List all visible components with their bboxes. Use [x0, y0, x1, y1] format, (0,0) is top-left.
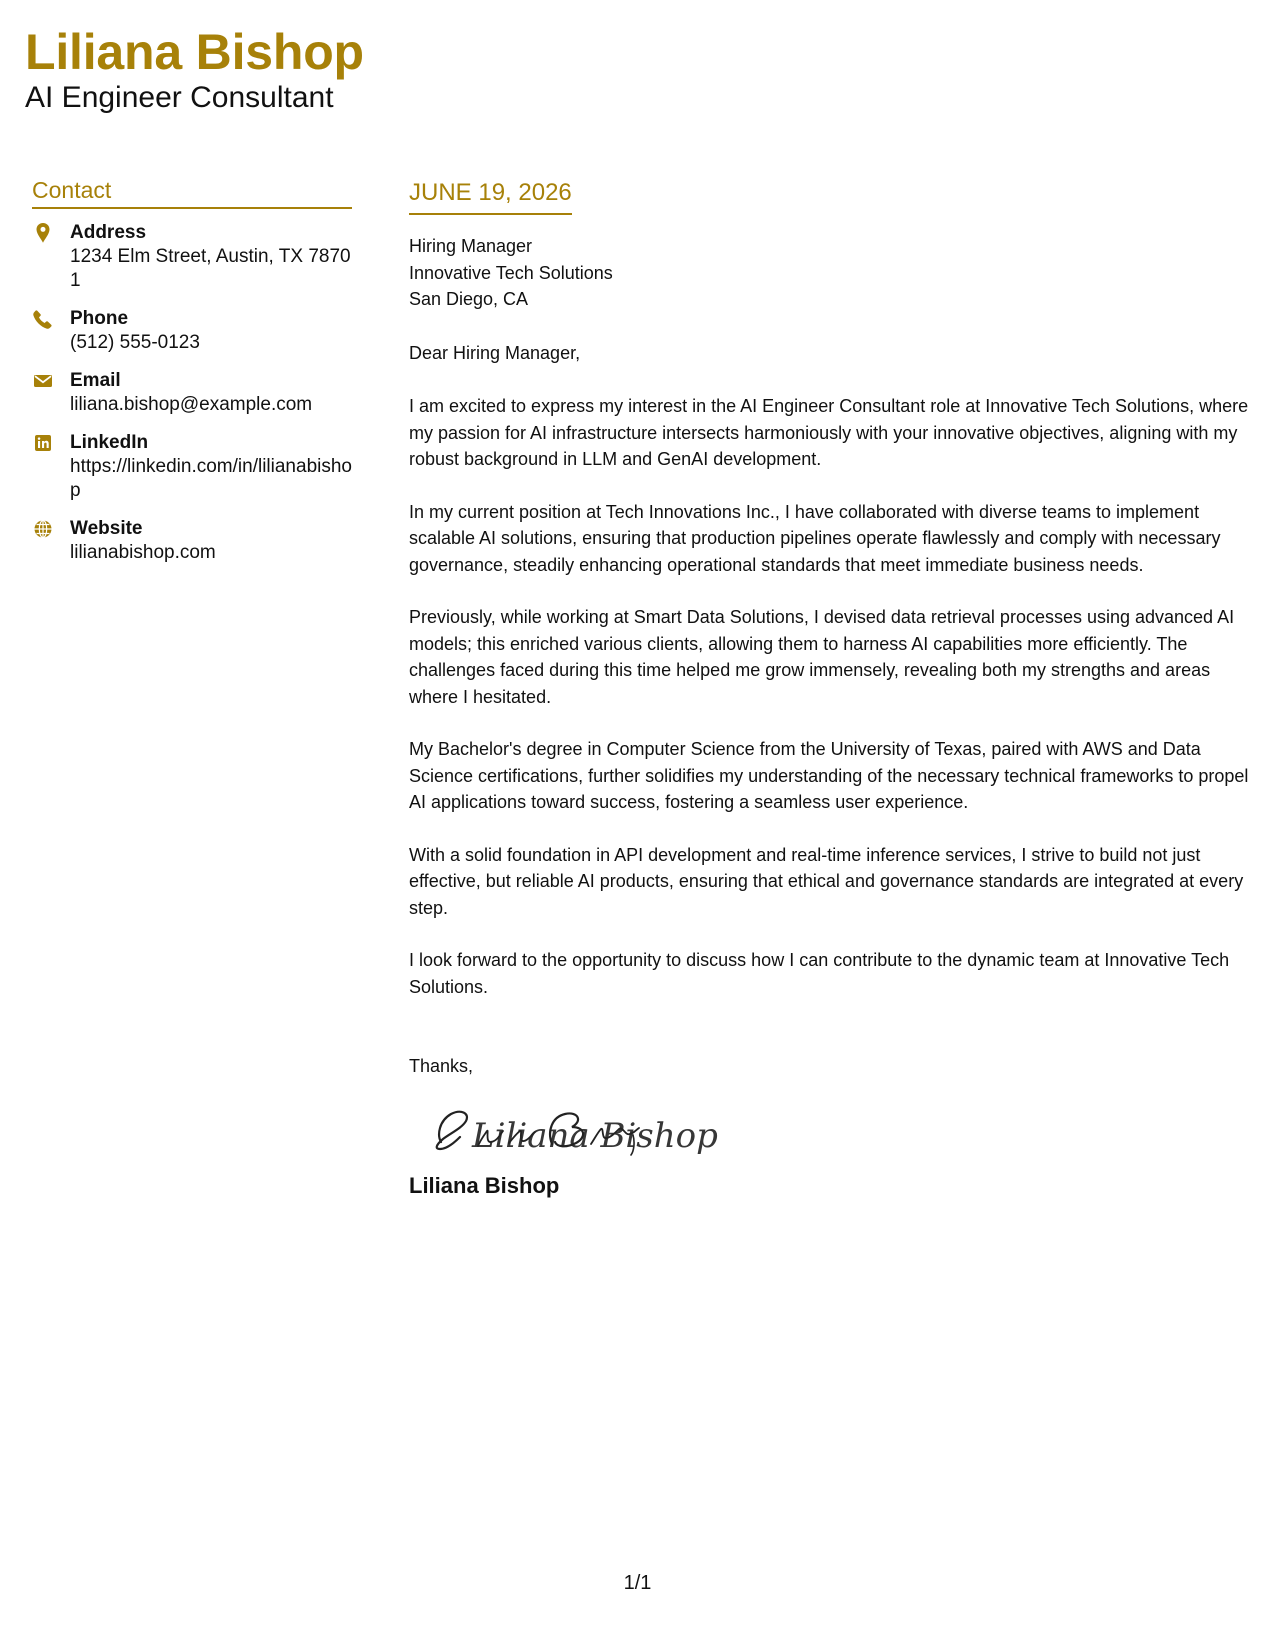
- contact-label: Website: [70, 518, 143, 539]
- page-header: [25, 22, 725, 116]
- contact-website: [32, 517, 352, 565]
- letter-paragraph: I am excited to express my interest in the AI Engineer Consultant role at Innovative Tech Solutions, where my passion for AI infrastructure intersects harmoniously with your innovative objectives, aligning with my robust background in LLM and GenAI development.: [409, 396, 1249, 469]
- contact-value: https://linkedin.com/in/lilianabishop: [70, 456, 352, 501]
- letter-paragraph: With a solid foundation in API development and real-time inference services, I strive to build not just effective, but reliable AI products, ensuring that ethical and governance standards are integrated at every step.: [409, 844, 1244, 918]
- contact-value: liliana.bishop@example.com: [70, 394, 313, 415]
- letter-paragraph: In my current position at Tech Innovations Inc., I have collaborated with diverse teams to implement scalable AI solutions, ensuring that production pipelines operate flawlessly and comply with necessary governance, steadily enhancing operational standards that meet immediate business needs.: [409, 501, 1221, 575]
- letter-paragraph: I look forward to the opportunity to discuss how I can contribute to the dynamic team at Innovative Tech Solutions.: [409, 950, 1230, 997]
- letter-closing: Thanks,: [409, 1056, 474, 1076]
- recipient-line: Hiring Manager: [409, 236, 533, 256]
- signature-name: Liliana Bishop: [409, 1172, 560, 1198]
- contact-section-title: Contact: [32, 176, 352, 209]
- contact-label: Email: [70, 370, 121, 391]
- signature-text: Liliana Bishop: [472, 1115, 718, 1156]
- contact-value: 1234 Elm Street, Austin, TX 78701: [70, 246, 351, 291]
- email-icon: [32, 370, 54, 392]
- applicant-title: AI Engineer Consultant: [25, 81, 334, 114]
- letter-paragraph: Previously, while working at Smart Data Solutions, I devised data retrieval processes using advanced AI models; this enriched various clients, allowing them to harness AI capabilities more efficiently. The challenges faced during this time helped me grow immensely, revealing both my strengths and areas where I hesitated.: [409, 607, 1235, 707]
- recipient-block: [409, 233, 1259, 313]
- applicant-name: Liliana Bishop: [25, 24, 364, 80]
- contact-address: [32, 221, 352, 293]
- contact-value: lilianabishop.com: [70, 542, 216, 563]
- letter-salutation: Dear Hiring Manager,: [409, 342, 581, 363]
- handwritten-signature: [427, 1104, 718, 1158]
- recipient-line: Innovative Tech Solutions: [409, 262, 613, 283]
- map-pin-icon: [32, 222, 54, 244]
- page-number: 1/1: [623, 1572, 652, 1594]
- letter-date: JUNE 19, 2026: [409, 178, 572, 215]
- contact-linkedin: [32, 431, 352, 503]
- contact-sidebar: [32, 176, 352, 579]
- contact-label: LinkedIn: [70, 432, 149, 453]
- letter-paragraph: My Bachelor's degree in Computer Science from the University of Texas, paired with AWS and Data Science certifications, further solidifies my understanding of the necessary technical frameworks to propel AI applications toward success, fostering a seamless user experience.: [409, 739, 1249, 812]
- cover-letter-content: [409, 178, 1259, 1200]
- contact-phone: [32, 307, 352, 355]
- contact-email: [32, 369, 352, 417]
- phone-icon: [32, 308, 54, 330]
- globe-icon: [32, 518, 54, 540]
- contact-label: Phone: [70, 308, 129, 329]
- contact-label: Address: [70, 222, 147, 243]
- linkedin-icon: [32, 432, 54, 454]
- recipient-line: San Diego, CA: [409, 289, 529, 309]
- contact-value: (512) 555-0123: [70, 332, 200, 353]
